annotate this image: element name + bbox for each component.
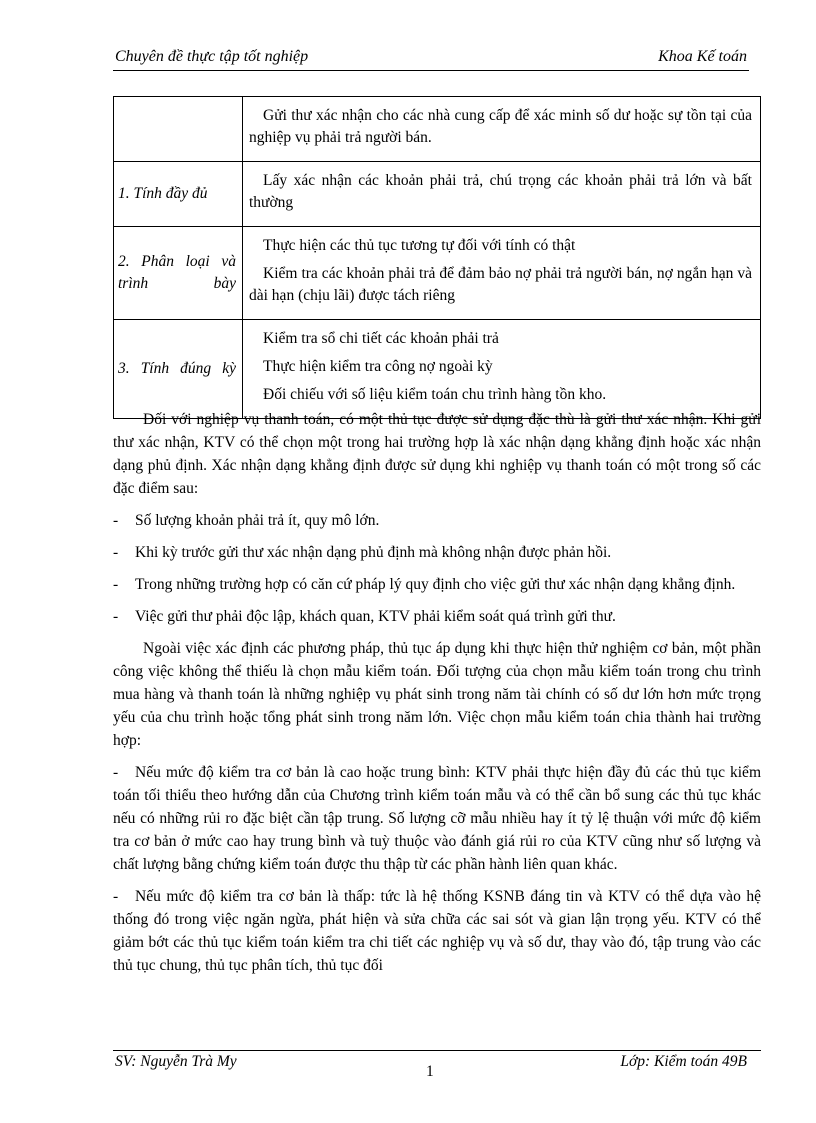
- paragraph-confirmation: Đối với nghiệp vụ thanh toán, có một thủ tục được sử dụng đặc thù là gửi thư xác nhận. Khi gửi thư xác nhận, KTV có thể chọn một trong hai trường hợp là xác nhận dạng khẳng định hoặc xác nhận dạng phủ định. Xác nhận dạng khẳng định được sử dụng khi nghiệp vụ thanh toán có một trong số các đặc điểm sau:: [113, 411, 761, 497]
- procedure-item: Lấy xác nhận các khoản phải trả, chú trọng các khoản phải trả lớn và bất thường: [249, 172, 752, 211]
- list-item-text: Nếu mức độ kiểm tra cơ bản là thấp: tức là hệ thống KSNB đáng tin và KTV có thể dựa vào hệ thống đó trong việc ngăn ngừa, phát hiện và sửa chữa các sai sót và gian lận trọng yếu. KTV có thể giảm bớt các thủ tục kiểm toán kiểm tra chi tiết các nghiệp vụ và số dư, thay vào đó, tập trung vào các thủ tục chung, thủ tục phân tích, thủ tục đối: [113, 888, 761, 974]
- list-item: [113, 885, 761, 977]
- procedure-item: Thực hiện các thủ tục tương tự đối với tính có thật: [263, 237, 576, 254]
- bullet-dash: -: [113, 888, 119, 905]
- table-row: [114, 320, 761, 419]
- criterion-label: 3. Tính đúng kỳ: [118, 360, 236, 377]
- criterion-cell: [114, 162, 243, 227]
- list-item: [113, 573, 761, 596]
- list-item-text: Việc gửi thư phải độc lập, khách quan, KTV phải kiểm soát quá trình gửi thư.: [135, 608, 616, 625]
- page-header: [113, 48, 749, 71]
- procedure-cell: [243, 97, 761, 162]
- criterion-label: 2. Phân loại và trình bày: [118, 253, 236, 292]
- body-text: [113, 408, 761, 986]
- list-item-text: Trong những trường hợp có căn cứ pháp lý quy định cho việc gửi thư xác nhận dạng khẳng định.: [135, 576, 736, 593]
- procedure-item: Đối chiếu với số liệu kiểm toán chu trình hàng tồn kho.: [263, 386, 607, 403]
- audit-procedures-table: [113, 96, 761, 419]
- procedure-cell: [243, 320, 761, 419]
- bullet-dash: -: [113, 512, 119, 529]
- procedure-cell: [243, 227, 761, 320]
- footer-class: Lớp: Kiểm toán 49B: [620, 1053, 747, 1070]
- list-item-text: Nếu mức độ kiểm tra cơ bản là cao hoặc trung bình: KTV phải thực hiện đầy đủ các thủ tục kiểm toán tối thiểu theo hướng dẫn của Chương trình kiểm toán mẫu và có thể cần bổ sung các thủ tục khác nếu có những rủi ro đặc biệt cần tập trung. Số lượng cỡ mẫu nhiều hay ít tỷ lệ thuận với mức độ kiểm tra cơ bản ở mức cao hay trung bình và tuỳ thuộc vào đánh giá rủi ro của KTV cũng như số lượng và chất lượng bằng chứng kiểm toán được thu thập từ các phần hành liên quan khác.: [113, 764, 761, 873]
- procedure-item: Thực hiện kiểm tra công nợ ngoài kỳ: [263, 358, 493, 375]
- list-item: [113, 761, 761, 876]
- list-item: [113, 605, 761, 628]
- list-item-text: Khi kỳ trước gửi thư xác nhận dạng phủ định mà không nhận được phản hồi.: [135, 544, 612, 561]
- criterion-cell: [114, 97, 243, 162]
- table-row: [114, 97, 761, 162]
- procedure-item: Gửi thư xác nhận cho các nhà cung cấp để xác minh số dư hoặc sự tồn tại của nghiệp vụ phải trả người bán.: [249, 107, 752, 146]
- procedure-item: Kiểm tra các khoản phải trả để đảm bảo nợ phải trả người bán, nợ ngắn hạn và dài hạn (chịu lãi) được tách riêng: [249, 265, 752, 304]
- procedure-item: Kiểm tra sổ chi tiết các khoản phải trả: [263, 330, 499, 347]
- bullet-dash: -: [113, 764, 119, 781]
- table-row: [114, 227, 761, 320]
- criterion-label: 1. Tính đầy đủ: [118, 185, 208, 202]
- page-footer: [113, 1050, 761, 1080]
- footer-student: SV: Nguyễn Trà My: [115, 1053, 237, 1070]
- page-number: 1: [426, 1063, 434, 1080]
- criterion-cell: [114, 227, 243, 320]
- list-item-text: Số lượng khoản phải trả ít, quy mô lớn.: [135, 512, 380, 529]
- bullet-dash: -: [113, 544, 119, 561]
- list-item: [113, 509, 761, 532]
- bullet-dash: -: [113, 608, 119, 625]
- criterion-cell: [114, 320, 243, 419]
- bullet-dash: -: [113, 576, 119, 593]
- header-title: Chuyên đề thực tập tốt nghiệp: [115, 48, 309, 65]
- paragraph-sampling: Ngoài việc xác định các phương pháp, thủ tục áp dụng khi thực hiện thử nghiệm cơ bản, một phần công việc không thể thiếu là chọn mẫu kiểm toán. Đối tượng của chọn mẫu kiểm toán trong chu trình mua hàng và thanh toán là những nghiệp vụ phát sinh trong năm tài chính có số dư lớn hơn mức trọng yếu của chu trình hoặc tổng phát sinh trong năm lớn. Việc chọn mẫu kiểm toán chia thành hai trường hợp:: [113, 640, 761, 749]
- list-item: [113, 541, 761, 564]
- procedure-cell: [243, 162, 761, 227]
- header-department: Khoa Kế toán: [658, 48, 747, 65]
- table-row: [114, 162, 761, 227]
